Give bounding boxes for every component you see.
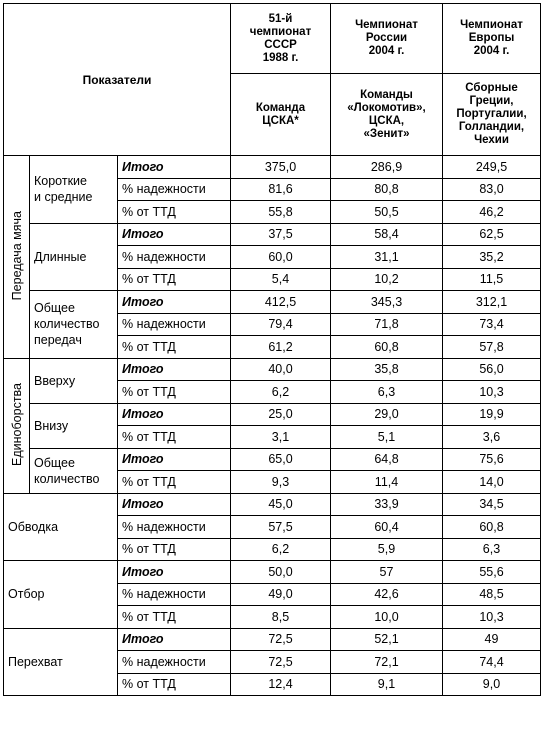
value-cell: 75,6 [443,448,541,471]
value-cell: 50,5 [331,201,443,224]
value-cell: 9,1 [331,673,443,696]
value-cell: 249,5 [443,156,541,179]
value-cell: 5,4 [231,268,331,291]
table-row [4,493,541,516]
header-col-3-title [443,4,541,74]
value-cell: 9,3 [231,471,331,494]
value-cell: 29,0 [331,403,443,426]
header-col-1-title-line: 51-й [268,12,293,25]
subgroup-label-line: передач [34,333,82,348]
value-cell: 60,4 [331,516,443,539]
value-cell: 3,6 [443,426,541,449]
metric-label: % надежности [118,651,231,674]
value-cell: 25,0 [231,403,331,426]
metric-label: % надежности [118,313,231,336]
header-col-1-teams [231,74,331,156]
value-cell: 62,5 [443,223,541,246]
subgroup-label-line: Короткие [34,174,87,189]
group-label-text: Единоборства [9,382,24,466]
value-cell: 6,3 [331,381,443,404]
metric-label: % от ТТД [118,201,231,224]
value-cell: 35,2 [443,246,541,269]
metric-label: Итого [118,156,231,179]
value-cell: 72,1 [331,651,443,674]
value-cell: 71,8 [331,313,443,336]
value-cell: 40,0 [231,358,331,381]
header-col-1-teams-line: Команда [255,101,306,114]
metric-label: % от ТТД [118,426,231,449]
header-col-2-teams-line: «Зенит» [363,127,410,140]
value-cell: 50,0 [231,561,331,584]
header-col-2-teams [331,74,443,156]
value-cell: 46,2 [443,201,541,224]
subgroup-label-line: Общее [34,301,75,316]
value-cell: 49 [443,628,541,651]
value-cell: 52,1 [331,628,443,651]
value-cell: 73,4 [443,313,541,336]
value-cell: 6,3 [443,538,541,561]
metric-label: % надежности [118,583,231,606]
value-cell: 286,9 [331,156,443,179]
table-row [4,358,541,381]
subgroup-label [30,448,118,493]
table-row [4,156,541,179]
header-col-2-teams-line: ЦСКА, [368,114,405,127]
header-col-1-title-line: чемпионат [249,25,312,38]
table-row [4,448,541,471]
value-cell: 9,0 [443,673,541,696]
table-row [4,403,541,426]
value-cell: 49,0 [231,583,331,606]
header-col-3-teams-line: Греции, [469,95,514,107]
subgroup-label-line: количество [34,317,100,332]
subgroup-label [30,358,118,403]
value-cell: 10,2 [331,268,443,291]
value-cell: 33,9 [331,493,443,516]
value-cell: 48,5 [443,583,541,606]
metric-label: % надежности [118,516,231,539]
value-cell: 57,8 [443,336,541,359]
subgroup-label-line: Общее [34,455,75,470]
value-cell: 60,8 [443,516,541,539]
group-label [4,156,30,359]
value-cell: 72,5 [231,651,331,674]
value-cell: 83,0 [443,178,541,201]
value-cell: 375,0 [231,156,331,179]
header-col-2-teams-line: Команды [360,88,413,101]
header-col-1-teams-line: ЦСКА* [262,114,299,127]
header-col-2-title-line: 2004 г. [368,45,405,57]
value-cell: 10,3 [443,381,541,404]
value-cell: 58,4 [331,223,443,246]
value-cell: 57 [331,561,443,584]
metric-label: % от ТТД [118,336,231,359]
metric-label: Итого [118,358,231,381]
metric-label: Итого [118,561,231,584]
subgroup-label-line: и средние [34,190,93,205]
header-col-1-title [231,4,331,74]
category-label: Перехват [4,628,118,696]
subgroup-label-line: Внизу [34,418,69,433]
value-cell: 56,0 [443,358,541,381]
table-row [4,628,541,651]
header-col-2-title-line: России [365,32,408,44]
value-cell: 34,5 [443,493,541,516]
subgroup-label-line: Вверху [34,373,76,388]
value-cell: 57,5 [231,516,331,539]
value-cell: 37,5 [231,223,331,246]
value-cell: 345,3 [331,291,443,314]
metric-label: Итого [118,223,231,246]
metric-label: % от ТТД [118,673,231,696]
category-label: Отбор [4,561,118,629]
metric-label: Итого [118,448,231,471]
statistics-table [3,3,541,696]
header-col-3-teams-line: Чехии [474,134,509,146]
value-cell: 31,1 [331,246,443,269]
value-cell: 64,8 [331,448,443,471]
value-cell: 5,9 [331,538,443,561]
subgroup-label-line: Длинные [34,249,87,264]
metric-label: Итого [118,291,231,314]
value-cell: 10,3 [443,606,541,629]
value-cell: 79,4 [231,313,331,336]
header-col-2-title [331,4,443,74]
group-label-text: Передача мяча [9,210,24,300]
table-row [4,561,541,584]
value-cell: 11,5 [443,268,541,291]
value-cell: 45,0 [231,493,331,516]
value-cell: 5,1 [331,426,443,449]
value-cell: 19,9 [443,403,541,426]
value-cell: 6,2 [231,381,331,404]
value-cell: 81,6 [231,178,331,201]
metric-label: % от ТТД [118,471,231,494]
metric-label: % от ТТД [118,606,231,629]
table-row [4,223,541,246]
subgroup-label [30,291,118,359]
value-cell: 8,5 [231,606,331,629]
subgroup-label [30,403,118,448]
value-cell: 55,6 [443,561,541,584]
header-col-3-teams-line: Сборные [465,82,518,94]
value-cell: 42,6 [331,583,443,606]
header-col-3-title-line: Европы [468,32,515,44]
value-cell: 412,5 [231,291,331,314]
subgroup-label [30,156,118,224]
header-col-2-title-line: Чемпионат [355,19,418,31]
value-cell: 61,2 [231,336,331,359]
value-cell: 12,4 [231,673,331,696]
metric-label: % от ТТД [118,538,231,561]
value-cell: 74,4 [443,651,541,674]
header-col-1-title-line: 1988 г. [262,51,299,64]
subgroup-label-line: количество [34,471,100,486]
header-col-3-teams-line: Португалии, [456,108,527,120]
metric-label: % надежности [118,246,231,269]
value-cell: 14,0 [443,471,541,494]
header-col-3-title-line: 2004 г. [473,45,510,57]
value-cell: 65,0 [231,448,331,471]
value-cell: 60,0 [231,246,331,269]
category-label: Обводка [4,493,118,561]
header-col-3-teams-line: Голландии, [458,121,525,133]
metric-label: % надежности [118,178,231,201]
metric-label: Итого [118,403,231,426]
header-indicators: Показатели [4,4,231,156]
header-col-3-title-line: Чемпионат [460,19,523,31]
header-col-2-teams-line: «Локомотив», [347,101,426,114]
value-cell: 35,8 [331,358,443,381]
subgroup-label [30,223,118,291]
table-row [4,291,541,314]
value-cell: 312,1 [443,291,541,314]
metric-label: Итого [118,628,231,651]
header-col-3-teams [443,74,541,156]
value-cell: 11,4 [331,471,443,494]
value-cell: 55,8 [231,201,331,224]
value-cell: 6,2 [231,538,331,561]
value-cell: 72,5 [231,628,331,651]
value-cell: 10,0 [331,606,443,629]
value-cell: 80,8 [331,178,443,201]
metric-label: % от ТТД [118,381,231,404]
metric-label: % от ТТД [118,268,231,291]
metric-label: Итого [118,493,231,516]
value-cell: 3,1 [231,426,331,449]
header-col-1-title-line: СССР [264,38,297,51]
group-label [4,358,30,493]
value-cell: 60,8 [331,336,443,359]
